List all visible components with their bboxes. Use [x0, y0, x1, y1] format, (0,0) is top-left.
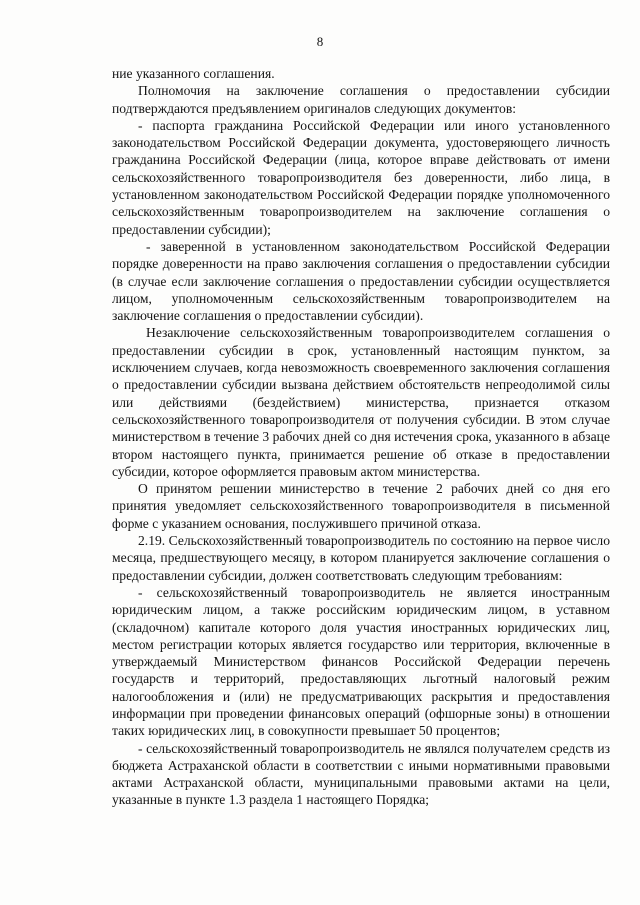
- document-body: [112, 65, 610, 809]
- list-item-passport: - паспорта гражданина Российской Федерации или иного установленного законодательством Российской Федерации документа, удостоверяющего личность гражданина Российской Федерации (лица, которое вправе действовать от имени сельскохозяйственного товаропроизводителя без доверенности, либо лица, в установленном законодательством Российской Федерации порядке уполномоченного сельскохозяйственным товаропроизводителем на заключение соглашения о предоставлении субсидии);: [112, 117, 610, 237]
- paragraph-notification: О принятом решении министерство в течение 2 рабочих дней со дня его принятия уведомляет сельскохозяйственного товаропроизводителя в письменной форме с указанием основания, послужившего причиной отказа.: [112, 481, 610, 531]
- list-item-not-recipient: - сельскохозяйственный товаропроизводитель не являлся получателем средств из бюджета Астраханской области в соответствии с иными нормативными правовыми актами Астраханской области, муниципальными правовыми актами на цели, указанные в пункте 1.3 раздела 1 настоящего Порядка;: [112, 740, 610, 808]
- list-item-power-of-attorney: - заверенной в установленном законодательством Российской Федерации порядке доверенности на право заключения соглашения о предоставлении субсидии (в случае если заключение соглашения о предоставлении субсидии осуществляется лицом, уполномоченным сельскохозяйственным товаропроизводителем на заключение соглашения о предоставлении субсидии).: [112, 238, 610, 324]
- paragraph-authority: Полномочия на заключение соглашения о предоставлении субсидии подтверждаются предъявлением оригиналов следующих документов:: [112, 83, 610, 116]
- paragraph-section-2-19: 2.19. Сельскохозяйственный товаропроизводитель по состоянию на первое число месяца, предшествующего месяцу, в котором планируется заключение соглашения о предоставлении субсидии, должен соответствовать следующим требованиям:: [112, 533, 610, 583]
- list-item-foreign-entity: - сельскохозяйственный товаропроизводитель не является иностранным юридическим лицом, а также российским юридическим лицом, в уставном (складочном) капитале которого доля участия иностранных юридических лиц, местом регистрации которых является государство или территория, включенные в утверждаемый Министерством финансов Российской Федерации перечень государств и территорий, предоставляющих льготный налоговый режим налогообложения и (или) не предусматривающих раскрытия и предоставления информации при проведении финансовых операций (офшорные зоны) в отношении таких юридических лиц, в совокупности превышает 50 процентов;: [112, 584, 610, 739]
- paragraph-continuation: ние указанного соглашения.: [112, 66, 275, 81]
- page-number: 8: [316, 34, 324, 49]
- paragraph-non-conclusion: Незаключение сельскохозяйственным товаропроизводителем соглашения о предоставлении субсидии в срок, установленный настоящим пунктом, за исключением случаев, когда невозможность своевременного заключения соглашения о предоставлении субсидии вызвана действием обстоятельств непреодолимой силы или действиями (бездействием) министерства, признается отказом сельскохозяйственного товаропроизводителя от получения субсидии. В этом случае министерством в течение 3 рабочих дней со дня истечения срока, указанного в абзаце втором настоящего пункта, принимается решение об отказе в предоставлении субсидии, которое оформляется правовым актом министерства.: [112, 325, 610, 479]
